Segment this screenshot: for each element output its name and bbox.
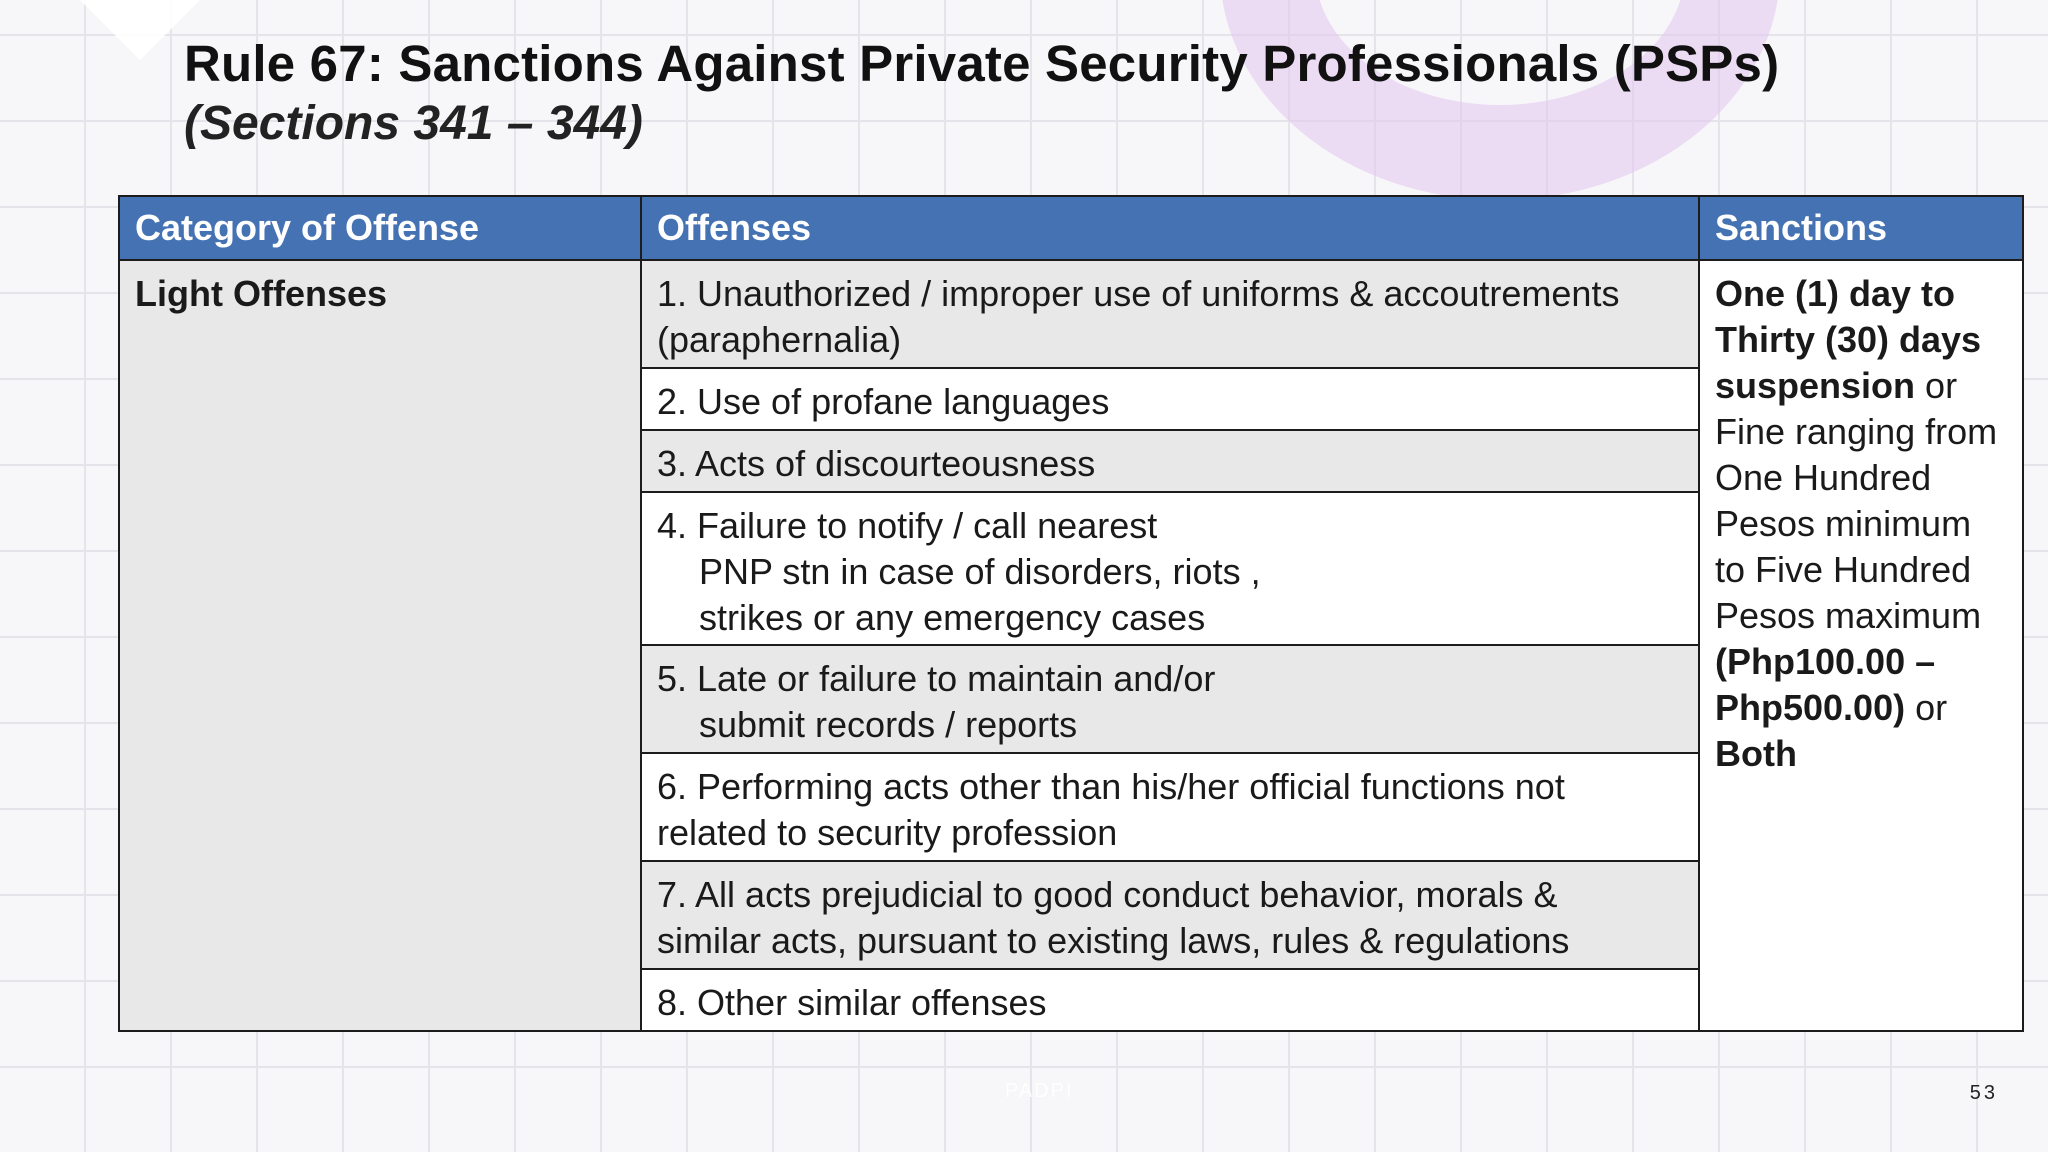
sanction-or: or [1905, 687, 1948, 728]
sanction-suspension: One (1) day to Thirty (30) days suspension [1715, 273, 1982, 406]
slide-subtitle: (Sections 341 – 344) [184, 97, 643, 150]
offense-item [641, 368, 1699, 430]
offense-item [641, 260, 1699, 368]
offense-text: 4. Failure to notify / call nearest [657, 505, 1158, 546]
offense-item [641, 430, 1699, 492]
offense-text: 2. Use of profane languages [657, 381, 1110, 422]
decorative-ring [1220, 0, 1780, 200]
offense-item [641, 861, 1699, 969]
offense-text-cont: strikes or any emergency cases [699, 597, 1206, 638]
table-row [119, 260, 2023, 368]
offense-text: 3. Acts of discourteousness [657, 443, 1096, 484]
offense-text-cont: similar acts, pursuant to existing laws, rules & regulations [657, 920, 1570, 961]
offense-item [641, 753, 1699, 861]
offense-text: 7. All acts prejudicial to good conduct behavior, morals & [657, 874, 1558, 915]
offense-text-cont: related to security profession [657, 812, 1118, 853]
sanction-fine-text: or Fine ranging from One Hundred Pesos minimum to Five Hundred Pesos maximum [1715, 365, 1998, 636]
header-offenses: Offenses [641, 196, 1699, 260]
decorative-corner [80, 0, 200, 60]
offense-text-cont: (paraphernalia) [657, 319, 902, 360]
header-sanctions: Sanctions [1699, 196, 2023, 260]
sanction-fine-amount: (Php100.00 – Php500.00) [1715, 641, 1936, 728]
footer-watermark: PADPI [1005, 1080, 1074, 1102]
offense-text: 1. Unauthorized / improper use of uniforms & accoutrements [657, 273, 1620, 314]
offense-text-cont: PNP stn in case of disorders, riots , [699, 551, 1261, 592]
sanctions-cell [1699, 260, 2023, 1031]
offense-text: 6. Performing acts other than his/her official functions not [657, 766, 1565, 807]
offense-text: 5. Late or failure to maintain and/or [657, 658, 1216, 699]
sanction-both: Both [1715, 733, 1797, 774]
table-header-row [119, 196, 2023, 260]
offense-item [641, 969, 1699, 1031]
slide-title: Rule 67: Sanctions Against Private Security Professionals (PSPs) [184, 35, 1780, 92]
offense-item [641, 492, 1699, 645]
category-cell: Light Offenses [119, 260, 641, 1031]
page-number: 53 [1969, 1082, 1998, 1104]
offense-text-cont: submit records / reports [699, 704, 1078, 745]
sanctions-table [118, 195, 2024, 1032]
offense-item [641, 645, 1699, 753]
offense-text: 8. Other similar offenses [657, 982, 1047, 1023]
header-category: Category of Offense [119, 196, 641, 260]
